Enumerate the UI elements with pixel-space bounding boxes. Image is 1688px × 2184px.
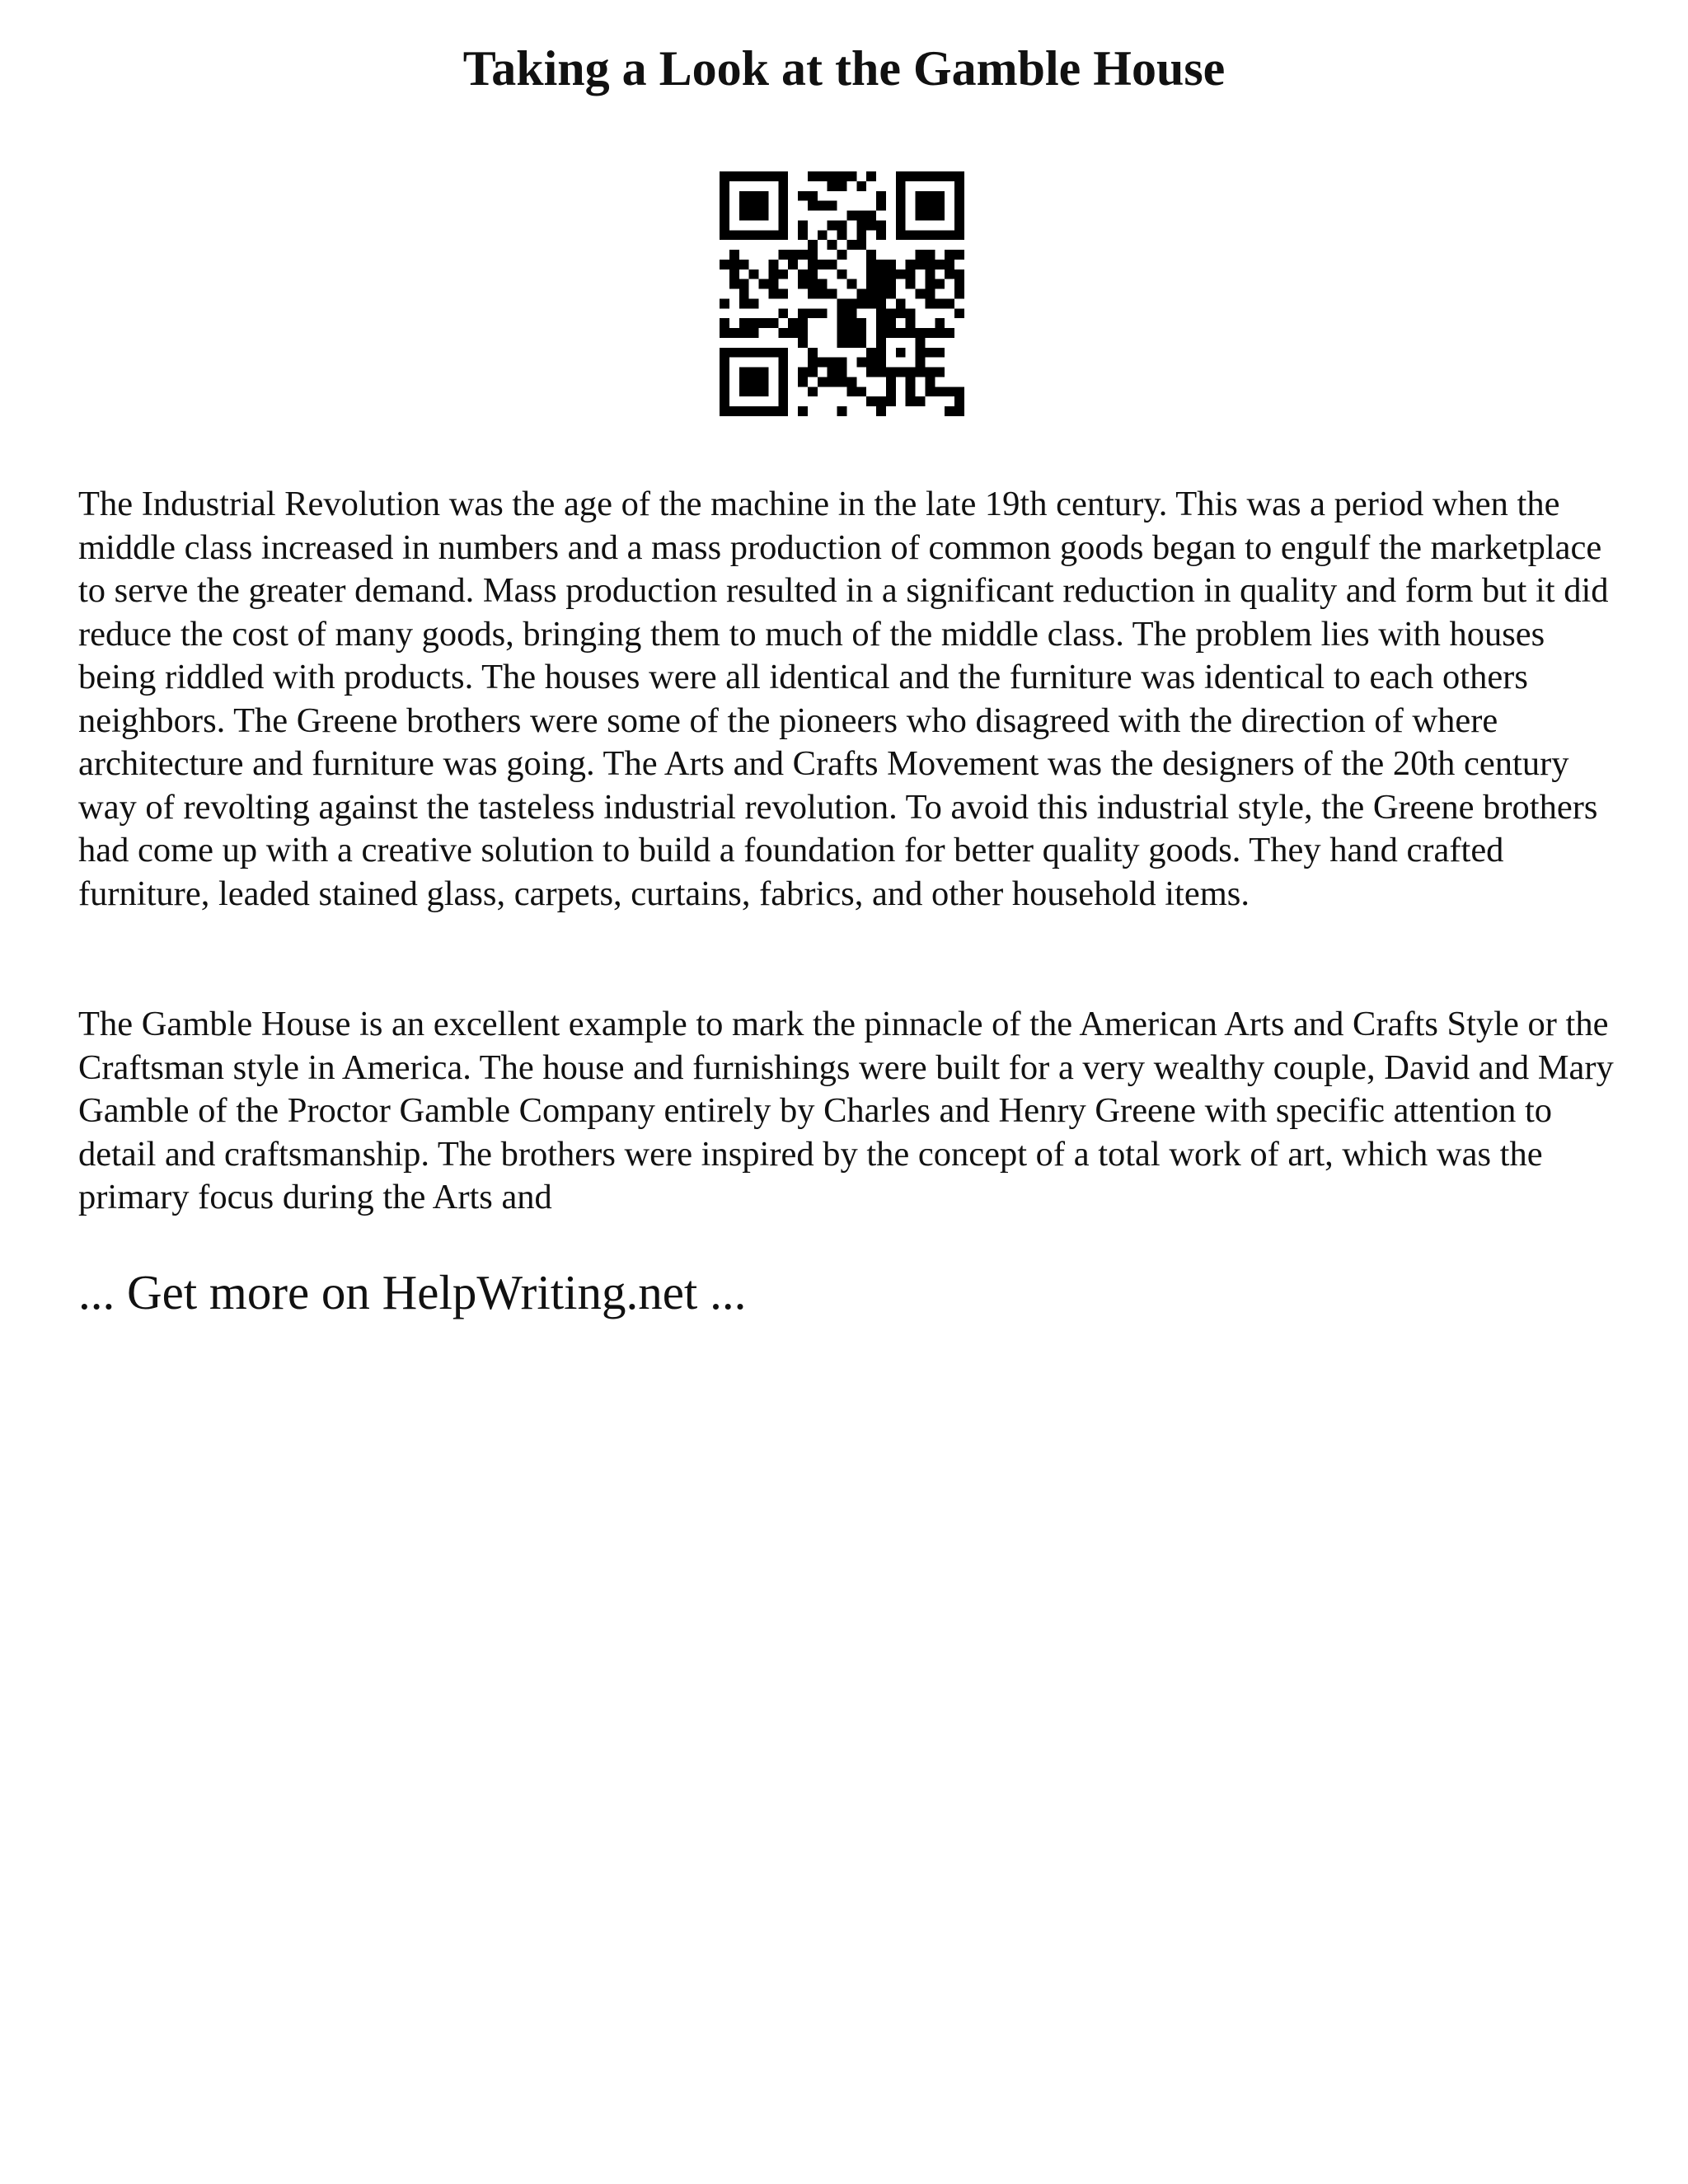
body-paragraph-1: The Industrial Revolution was the age of the machine in the late 19th century. This was a period when the middle class increased in numbers and a mass production of common goods began to engulf the marketplace to serve the greater demand. Mass production resulted in a significant reduction in quality and form but it did reduce the cost of many goods, bringing them to much of the middle class. The problem lies with houses being riddled with products. The houses were all identical and the furniture was identical to each others neighbors. The Greene brothers were some of the pioneers who disagreed with the direction of where architecture and furniture was going. The Arts and Crafts Movement was the designers of the 20th century way of revolting against the tasteless industrial revolution. To avoid this industrial style, the Greene brothers had come up with a creative solution to build a foundation for better quality goods. They hand crafted furniture, leaded stained glass, carpets, curtains, fabrics, and other household items. (78, 485, 1609, 913)
page-title: Taking a Look at the Gamble House (462, 41, 1226, 96)
get-more-link[interactable]: ... Get more on HelpWriting.net ... (78, 1265, 747, 1319)
body-paragraph-2: The Gamble House is an excellent example to mark the pinnacle of the American Arts and Crafts Style or the Craftsman style in America. The house and furnishings were built for a very wealthy couple, David and Mary Gamble of the Proctor Gamble Company entirely by Charles and Henry Greene with specific attention to detail and craftsmanship. The brothers were inspired by the concept of a total work of art, which was the primary focus during the Arts and (78, 1005, 1614, 1216)
qr-code-icon (720, 171, 964, 416)
